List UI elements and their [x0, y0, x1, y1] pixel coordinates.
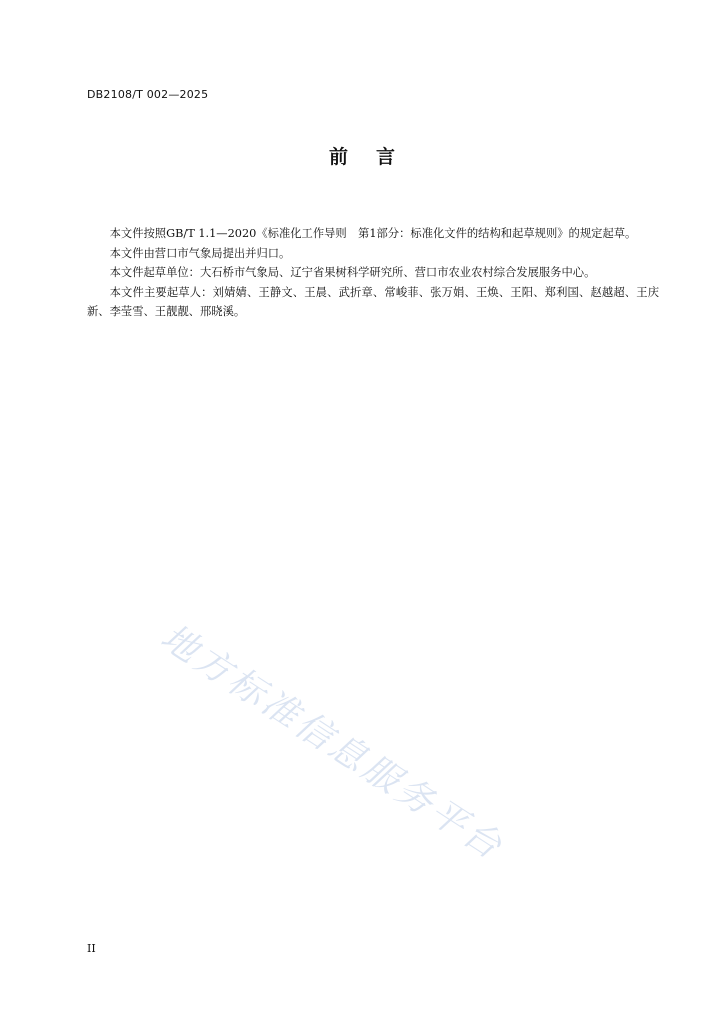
page-number: II: [87, 942, 96, 955]
foreword-body: [87, 224, 659, 322]
paragraph-drafting-units: 本文件起草单位：大石桥市气象局、辽宁省果树科学研究所、营口市农业农村综合发展服务中心。: [109, 266, 596, 279]
watermark: 地方标准信息服务平台: [153, 616, 512, 869]
section-title: 前言: [328, 146, 423, 168]
document-code: DB2108/T 002—2025: [87, 88, 209, 101]
paragraph-drafters: 本文件主要起草人：刘婧婧、王静文、王晨、武折章、常峻菲、张万娟、王焕、王阳、郑利国、赵越超、王庆新、李莹雪、王靓靓、邢晓溪。: [87, 285, 659, 318]
paragraph-proposer: 本文件由营口市气象局提出并归口。: [109, 246, 291, 260]
paragraph-standard-basis: 本文件按照GB/T 1.1—2020《标准化工作导则 第1部分：标准化文件的结构和起草规则》的规定起草。: [109, 227, 637, 240]
